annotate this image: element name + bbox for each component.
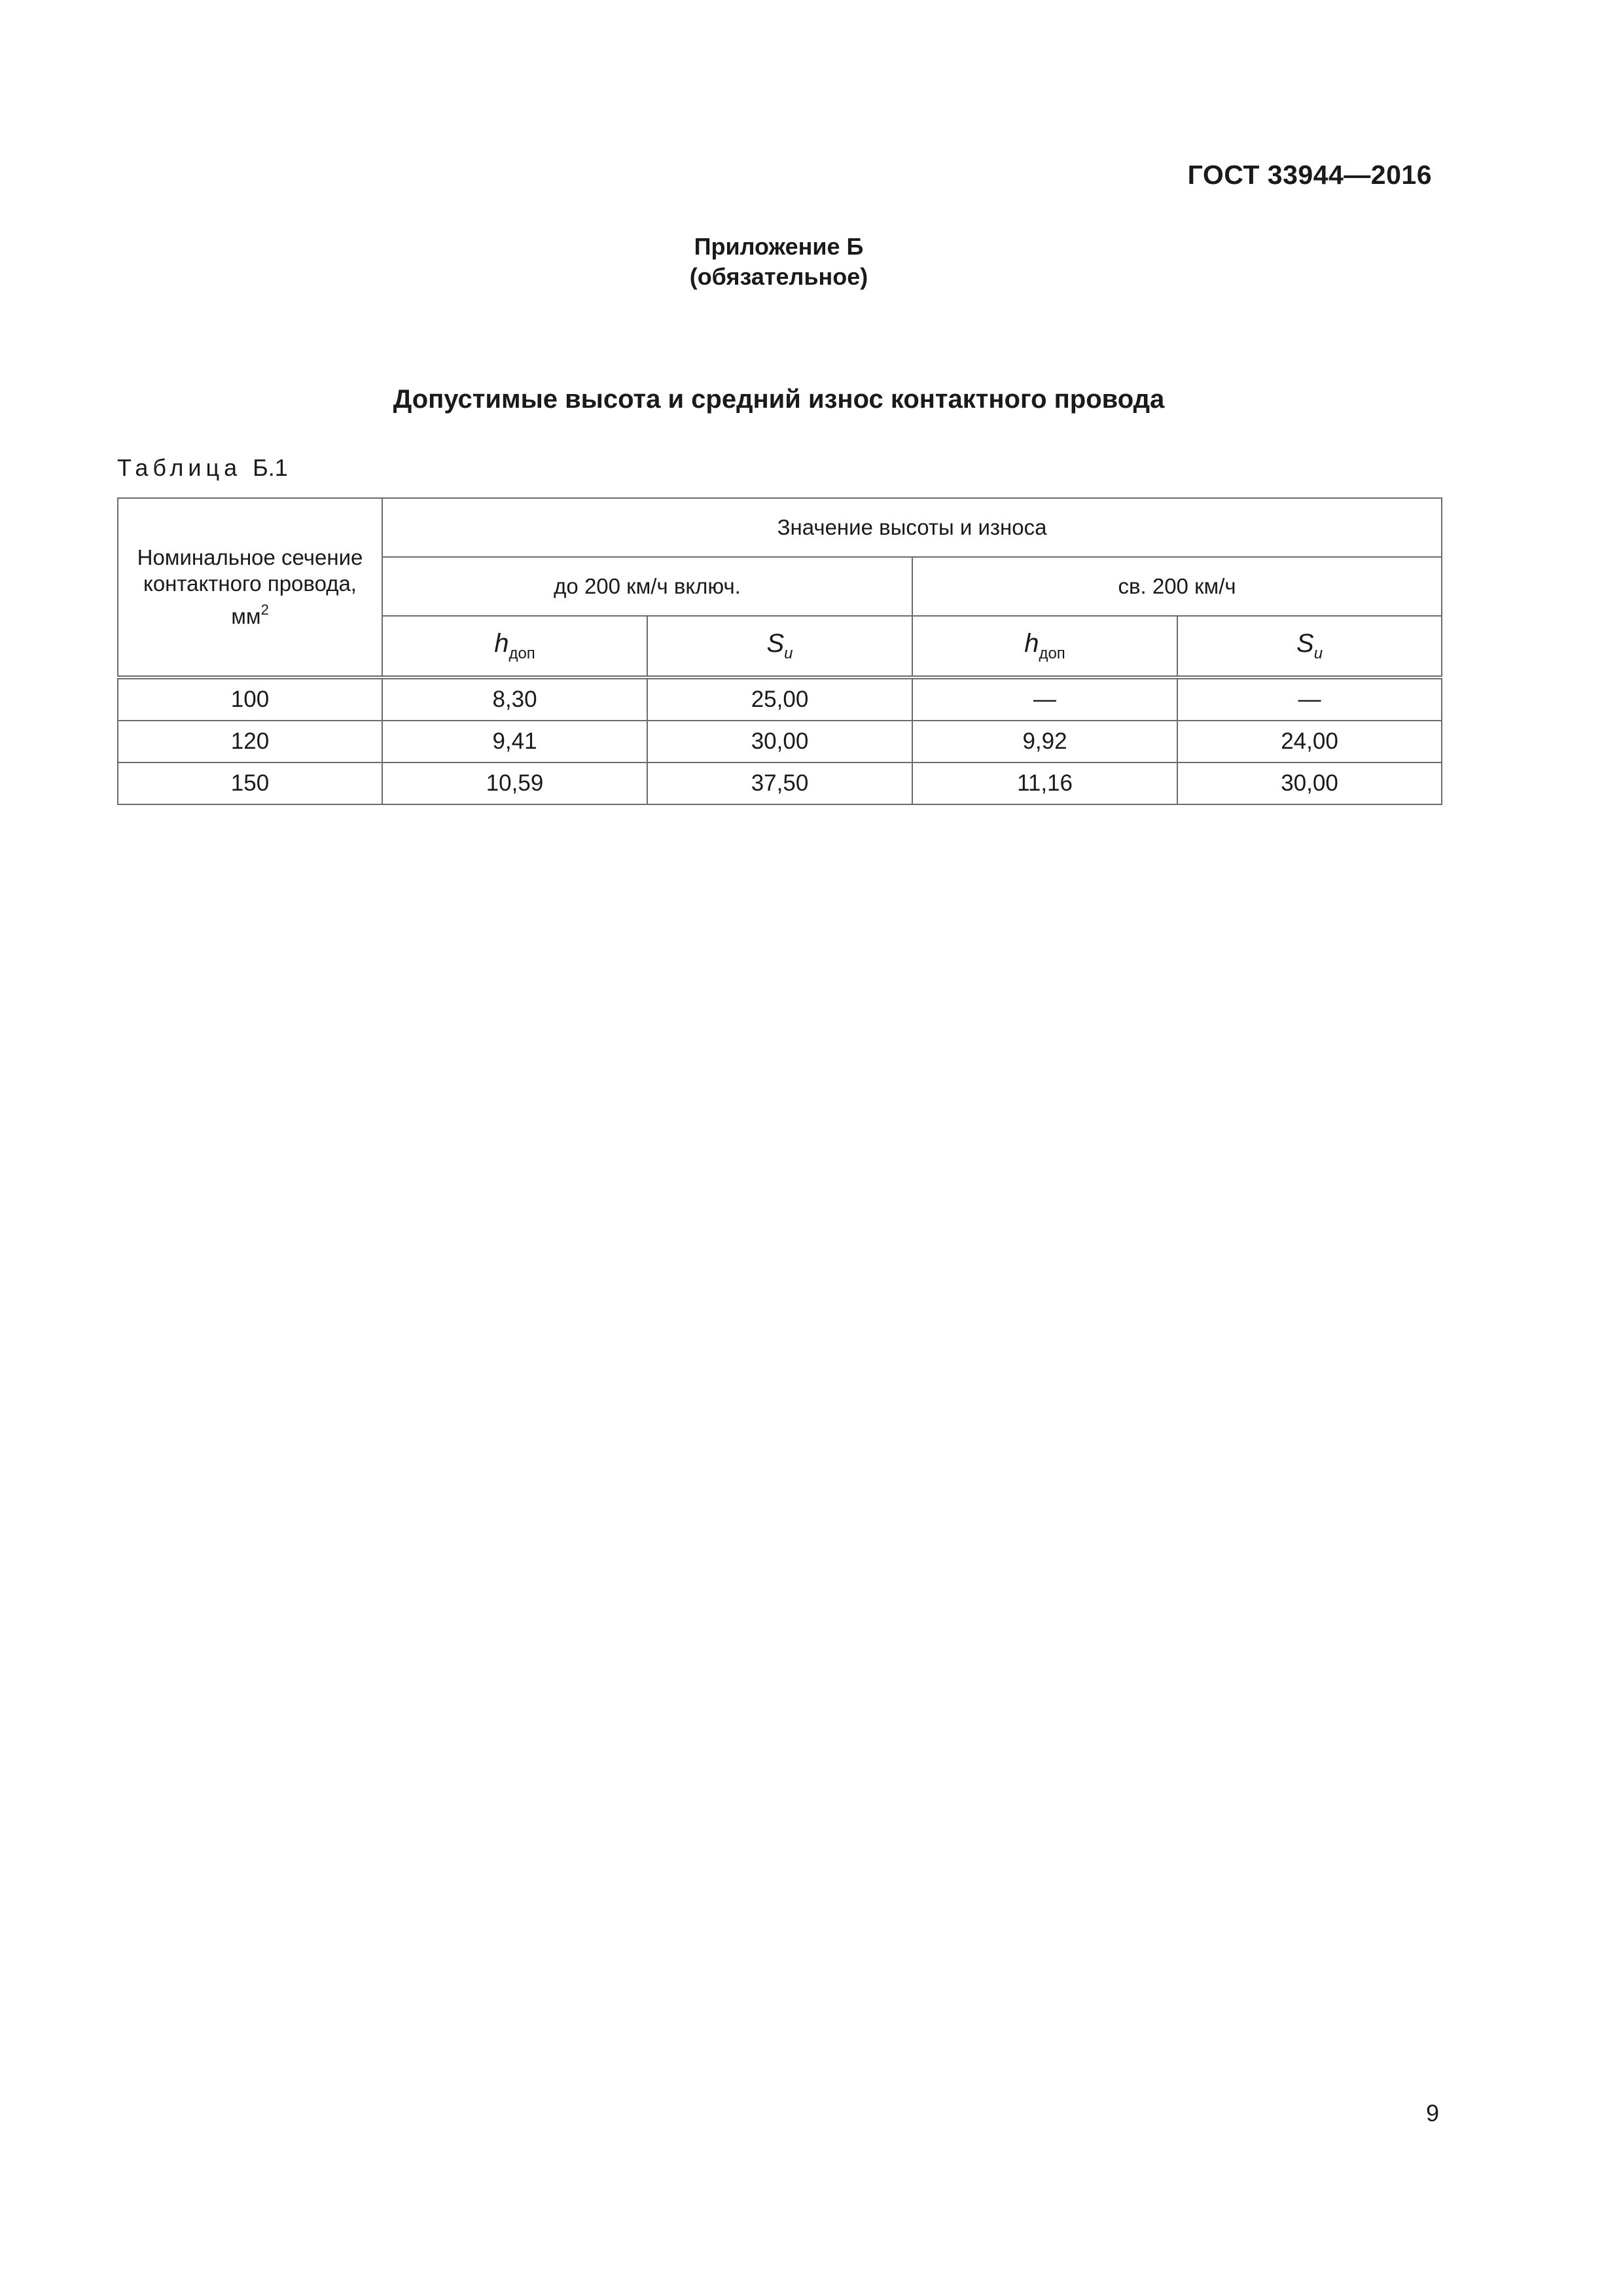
cell-s1: 37,50 — [647, 762, 912, 804]
cell-h1: 9,41 — [382, 721, 647, 762]
cell-s2: 30,00 — [1177, 762, 1442, 804]
cell-s1: 25,00 — [647, 677, 912, 721]
annex-title: Приложение Б — [694, 233, 864, 260]
h-allow-header-2: $h_{доп}$ — [912, 616, 1177, 677]
table-row — [118, 721, 1442, 762]
page-number: 9 — [1425, 2100, 1439, 2126]
table-caption-number: Б.1 — [253, 454, 288, 481]
wire-wear-table — [117, 497, 1442, 805]
h-allow-header-1: $h_{доп}$ — [382, 616, 647, 677]
annex-status: (обязательное) — [689, 263, 868, 290]
table-row — [118, 677, 1442, 721]
cell-section: 100 — [118, 677, 382, 721]
cell-h2: 9,92 — [912, 721, 1177, 762]
cell-s2: — — [1177, 677, 1442, 721]
section-column-header: Номинальное сечение контактного провода, $мм^2$ — [118, 498, 382, 677]
cell-s2: 24,00 — [1177, 721, 1442, 762]
document-code: ГОСТ 33944—2016 — [1187, 160, 1432, 190]
cell-h2: — — [912, 677, 1177, 721]
speed-header-up-to-200: до 200 км/ч включ. — [382, 557, 912, 616]
cell-h2: 11,16 — [912, 762, 1177, 804]
table-header-row-1 — [118, 498, 1442, 557]
values-group-header: Значение высоты и износа — [382, 498, 1442, 557]
cell-s1: 30,00 — [647, 721, 912, 762]
cell-section: 120 — [118, 721, 382, 762]
table-caption — [117, 454, 288, 482]
speed-header-over-200: св. 200 км/ч — [912, 557, 1442, 616]
section-title: Допустимые высота и средний износ контактного провода — [393, 385, 1165, 414]
table-row — [118, 762, 1442, 804]
annex-heading — [0, 232, 1558, 292]
table-caption-word: Таблица — [117, 454, 242, 481]
s-wear-header-1: $S_и$ — [647, 616, 912, 677]
cell-h1: 10,59 — [382, 762, 647, 804]
s-wear-header-2: $S_и$ — [1177, 616, 1442, 677]
cell-section: 150 — [118, 762, 382, 804]
cell-h1: 8,30 — [382, 677, 647, 721]
